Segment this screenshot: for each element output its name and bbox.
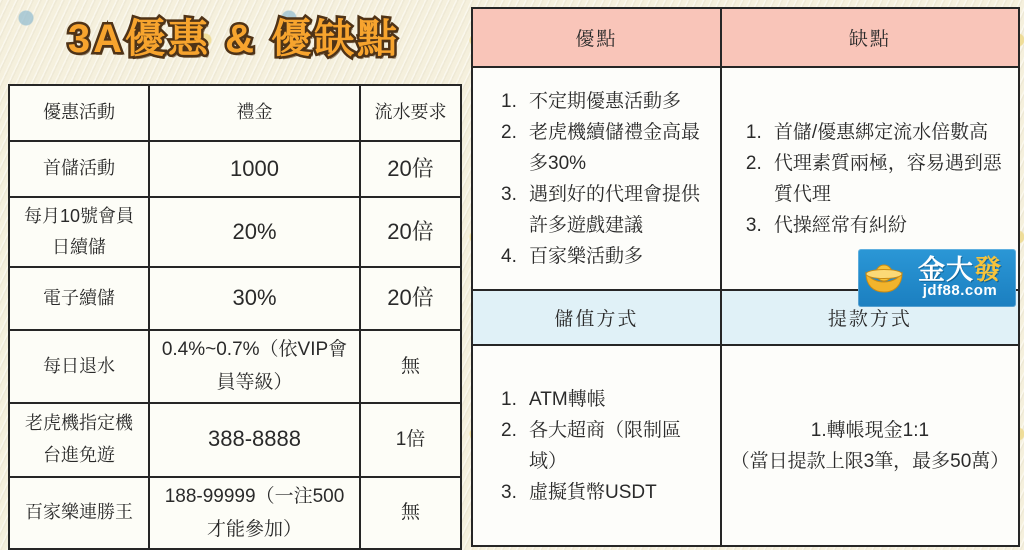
withdraw-line: 1.轉帳現金1:1 (810, 419, 930, 441)
table-row (9, 141, 461, 197)
wager-cell: 無 (360, 330, 461, 403)
pros-list (501, 86, 706, 272)
table-row (9, 197, 461, 267)
activity-cell: 每月10號會員日續儲 (9, 197, 149, 267)
cons-header: 缺點 (720, 9, 1018, 66)
list-item: 2. 老虎機續儲禮金高最多30% (501, 121, 701, 174)
promo-header-bonus: 禮金 (149, 85, 360, 141)
activity-cell: 老虎機指定機台進免遊 (9, 403, 149, 477)
wager-cell: 20倍 (360, 267, 461, 330)
deposit-list (501, 384, 706, 508)
brand-name: 金大發 (918, 255, 1002, 285)
promo-header-activity: 優惠活動 (9, 85, 149, 141)
bonus-cell: 388-8888 (149, 403, 360, 477)
list-item: 1. 不定期優惠活動多 (501, 90, 682, 112)
page-title: 3A優惠 & 優缺點 (67, 17, 401, 61)
bonus-cell: 30% (149, 267, 360, 330)
list-item: 2. 各大超商（限制區域） (501, 419, 682, 472)
list-item: 2. 代理素質兩極，容易遇到惡質代理 (745, 152, 1002, 205)
promo-header-row (9, 85, 461, 141)
activity-cell: 每日退水 (9, 330, 149, 403)
activity-cell: 首儲活動 (9, 141, 149, 197)
list-item: 3. 遇到好的代理會提供許多遊戲建議 (501, 183, 701, 236)
bonus-cell: 0.4%~0.7%（依VIP會員等級） (149, 330, 360, 403)
pros-header: 優點 (473, 9, 720, 66)
table-row (9, 403, 461, 477)
withdraw-cell (720, 344, 1018, 545)
jdf88-watermark (858, 249, 1016, 307)
deposit-cell (473, 344, 720, 545)
withdraw-note: （當日提款上限3筆，最多50萬） (730, 450, 1010, 472)
deposit-header: 儲值方式 (473, 289, 720, 344)
wager-cell: 20倍 (360, 141, 461, 197)
list-item: 4. 百家樂活動多 (501, 245, 644, 267)
wager-cell: 20倍 (360, 197, 461, 267)
withdraw-text (731, 415, 1010, 477)
pros-cell (473, 66, 720, 289)
bonus-cell: 20% (149, 197, 360, 267)
table-row (9, 267, 461, 330)
cons-list (746, 117, 1004, 241)
activity-cell: 百家樂連勝王 (9, 477, 149, 550)
list-item: 3. 代操經常有糾紛 (745, 214, 907, 236)
promo-table (8, 84, 462, 550)
list-item: 1. 首儲/優惠綁定流水倍數高 (745, 121, 989, 143)
gold-ingot-icon (864, 261, 904, 295)
brand-site: jdf88.com (922, 282, 998, 299)
list-item: 1. ATM轉帳 (501, 388, 606, 410)
activity-cell: 電子續儲 (9, 267, 149, 330)
bonus-cell: 1000 (149, 141, 360, 197)
list-item: 3. 虛擬貨幣USDT (501, 481, 657, 503)
table-row (9, 477, 461, 550)
wager-cell: 無 (360, 477, 461, 550)
watermark-text (904, 257, 1016, 299)
promo-header-wager: 流水要求 (360, 85, 461, 141)
bonus-cell: 188-99999（一注500才能參加） (149, 477, 360, 550)
wager-cell: 1倍 (360, 403, 461, 477)
comparison-table (471, 7, 1020, 547)
withdraw-header: 提款方式 (720, 289, 1018, 344)
table-row (9, 330, 461, 403)
